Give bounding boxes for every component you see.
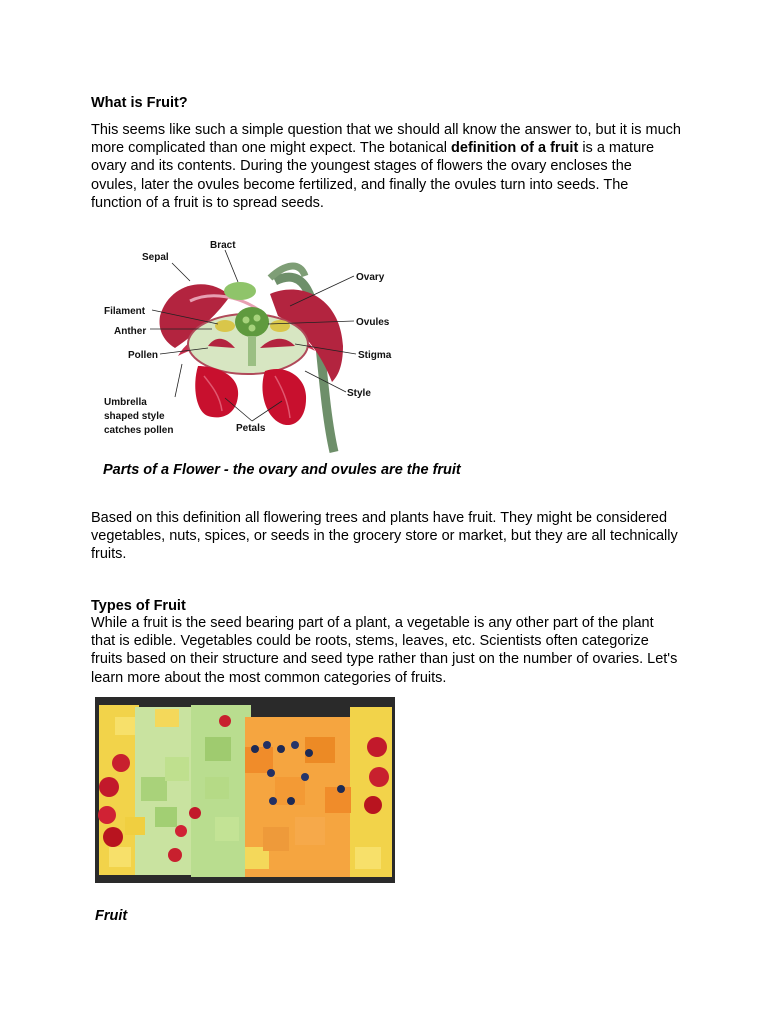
label-stigma: Stigma: [358, 350, 392, 361]
label-umbrella-line1: Umbrella: [104, 397, 147, 408]
label-ovary: Ovary: [356, 272, 385, 283]
flower-parts-diagram: [100, 236, 400, 456]
label-umbrella-line2: shaped style: [104, 411, 165, 422]
fruit-figure-caption: Fruit: [95, 908, 128, 924]
heading-types-of-fruit: Types of Fruit: [91, 598, 186, 614]
heading-what-is-fruit: What is Fruit?: [91, 95, 188, 111]
paragraph-definition: [91, 121, 681, 212]
label-ovules: Ovules: [356, 317, 390, 328]
flower-figure-caption: Parts of a Flower - the ovary and ovules are the fruit: [103, 462, 461, 478]
bract-shape: [224, 282, 256, 300]
label-umbrella-line3: catches pollen: [104, 425, 174, 436]
label-sepal: Sepal: [142, 252, 169, 263]
paragraph-types-of-fruit: While a fruit is the seed bearing part of a plant, a vegetable is any other part of the plant that is edible. Vegetables could be roots, stems, leaves, etc. Scientists often categorize fruits based on their structure and seed type rather than just on the number of ovaries. Let's learn more about the most common categories of fruits.: [91, 615, 678, 686]
paragraph-definition-text-end: is a mature ovary and its contents. During the youngest stages of flowers the ovary encloses the ovules, later the ovules become fertilized, and finally the ovules turn into seeds. The function of a fruit is to spread seeds.: [91, 140, 655, 211]
paragraph-definition-text: This seems like such a simple question that we should all know the answer to, but it is much more complicated than one might expect. The botanical: [91, 122, 681, 157]
label-petals: Petals: [236, 423, 266, 434]
fruit-pieces: [98, 705, 392, 877]
label-style: Style: [347, 388, 371, 399]
bold-definition-term: definition of a fruit: [451, 140, 579, 157]
fruit-platter-image: [95, 697, 395, 883]
ovary-shape: [235, 307, 269, 337]
label-pollen: Pollen: [128, 350, 159, 361]
label-bract: Bract: [210, 240, 236, 251]
paragraph-flowering-plants: Based on this definition all flowering trees and plants have fruit. They might be considered vegetables, nuts, spices, or seeds in the grocery store or market, but they are all technically fruits.: [91, 510, 678, 563]
label-anther: Anther: [114, 326, 147, 337]
label-filament: Filament: [104, 306, 146, 317]
